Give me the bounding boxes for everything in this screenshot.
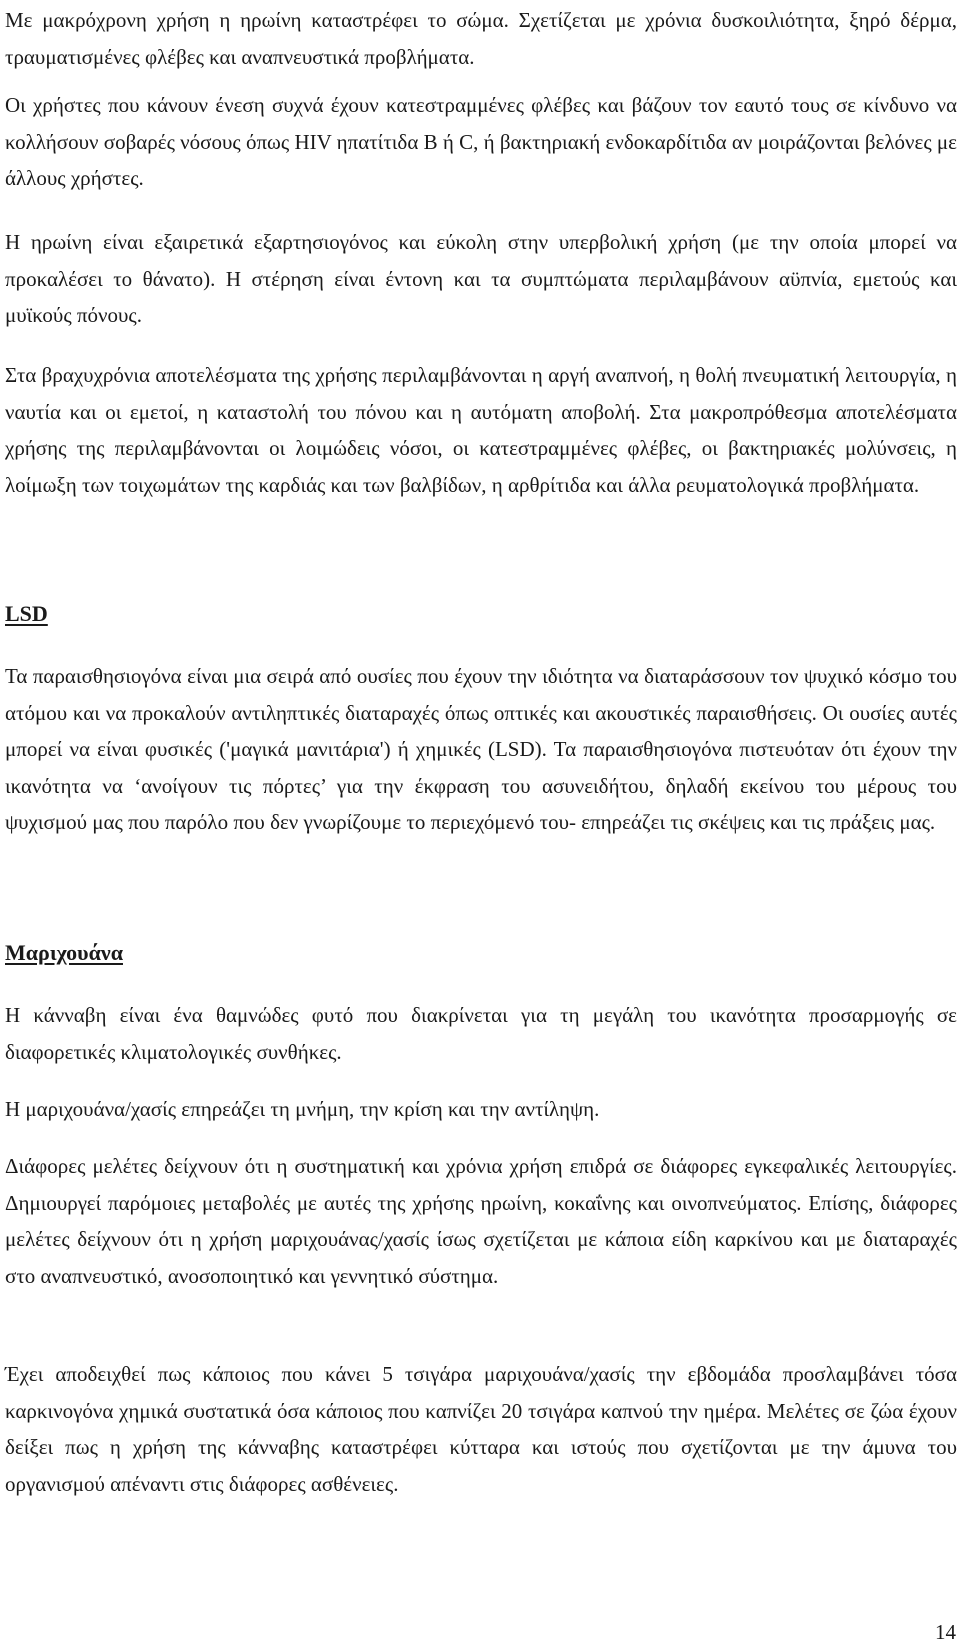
paragraph-heroin-effects: Στα βραχυχρόνια αποτελέσματα της χρήσης περιλαμβάνονται η αργή αναπνοή, η θολή πνευματική λειτουργία, η ναυτία και οι εμετοί, η καταστολή του πόνου και η αυτόματη αποβολή. Στα μακροπρόθεσμα αποτελέσματα χρήσης της περιλαμβάνονται οι λοιμώδεις νόσοι, οι κατεστραμμένες φλέβες, οι βακτηριακές μολύνσεις, η λοίμωξη των τοιχωμάτων της καρδιάς και των βαλβίδων, η αρθρίτιδα και άλλα ρευματολογικά προβλήματα. (5, 363, 957, 497)
paragraph-cannabis-plant: Η κάνναβη είναι ένα θαμνώδες φυτό που διακρίνεται για τη μεγάλη του ικανότητα προσαρμογής σε διαφορετικές κλιματολογικές συνθήκες. (5, 1003, 957, 1064)
section-heading-marijuana: Μαριχουάνα (5, 940, 123, 965)
paragraph-hallucinogens: Τα παραισθησιογόνα είναι μια σειρά από ουσίες που έχουν την ιδιότητα να διαταράσσουν τον ψυχικό κόσμο του ατόμου και να προκαλούν αντιληπτικές διαταραχές όπως οπτικές και ακουστικές παραισθήσεις. Οι ουσίες αυτές μπορεί να είναι φυσικές ('μαγικά μανιτάρια') ή χημικές (LSD). Τα παραισθησιογόνα πιστευόταν ότι έχουν την ικανότητα να ‘ανοίγουν τις πόρτες’ για την έκφραση του ασυνειδήτου, δηλαδή εκείνου του μέρους του ψυχισμού μας που παρόλο που δεν γνωρίζουμε το περιεχόμενό του- επηρεάζει τις σκέψεις και τις πράξεις μας. (5, 664, 957, 834)
paragraph-marijuana-memory: Η μαριχουάνα/χασίς επηρεάζει τη μνήμη, την κρίση και την αντίληψη. (5, 1097, 600, 1121)
paragraph-heroin-long-term: Με μακρόχρονη χρήση η ηρωίνη καταστρέφει το σώμα. Σχετίζεται με χρόνια δυσκοιλιότητα, ξηρό δέρμα, τραυματισμένες φλέβες και αναπνευστικά προβλήματα. (5, 8, 957, 69)
section-heading-lsd: LSD (5, 601, 48, 626)
page-number: 14 (935, 1620, 956, 1644)
paragraph-heroin-addiction: Η ηρωίνη είναι εξαιρετικά εξαρτησιογόνος και εύκολη στην υπερβολική χρήση (με την οποία μπορεί να προκαλέσει το θάνατο). Η στέρηση είναι έντονη και τα συμπτώματα περιλαμβάνουν αϋπνία, εμετούς και μυϊκούς πόνους. (5, 230, 957, 327)
paragraph-marijuana-studies: Διάφορες μελέτες δείχνουν ότι η συστηματική και χρόνια χρήση επιδρά σε διάφορες εγκεφαλικές λειτουργίες. Δημιουργεί παρόμοιες μεταβολές με αυτές της χρήσης ηρωίνη, κοκαΐνης και οινοπνεύματος. Επίσης, διάφορες μελέτες δείχνουν ότι η χρήση μαριχουάνας/χασίς ίσως σχετίζεται με κάποια είδη καρκίνου και με διαταραχές στο αναπνευστικό, ανοσοποιητικό και γεννητικό σύστημα. (5, 1154, 957, 1288)
paragraph-marijuana-carcinogens: Έχει αποδειχθεί πως κάποιος που κάνει 5 τσιγάρα μαριχουάνα/χασίς την εβδομάδα προσλαμβάνει τόσα καρκινογόνα χημικά συστατικά όσα κάποιος που καπνίζει 20 τσιγάρα καπνού την ημέρα. Μελέτες σε ζώα έχουν δείξει πως η χρήση της κάνναβης καταστρέφει κύτταρα και ιστούς που σχετίζονται με την άμυνα του οργανισμού απέναντι στις διάφορες ασθένειες. (5, 1362, 957, 1496)
paragraph-injection-risks: Οι χρήστες που κάνουν ένεση συχνά έχουν κατεστραμμένες φλέβες και βάζουν τον εαυτό τους σε κίνδυνο να κολλήσουν σοβαρές νόσους όπως HIV ηπατίτιδα Β ή C, ή βακτηριακή ενδοκαρδίτιδα αν μοιράζονται βελόνες με άλλους χρήστες. (5, 93, 957, 190)
